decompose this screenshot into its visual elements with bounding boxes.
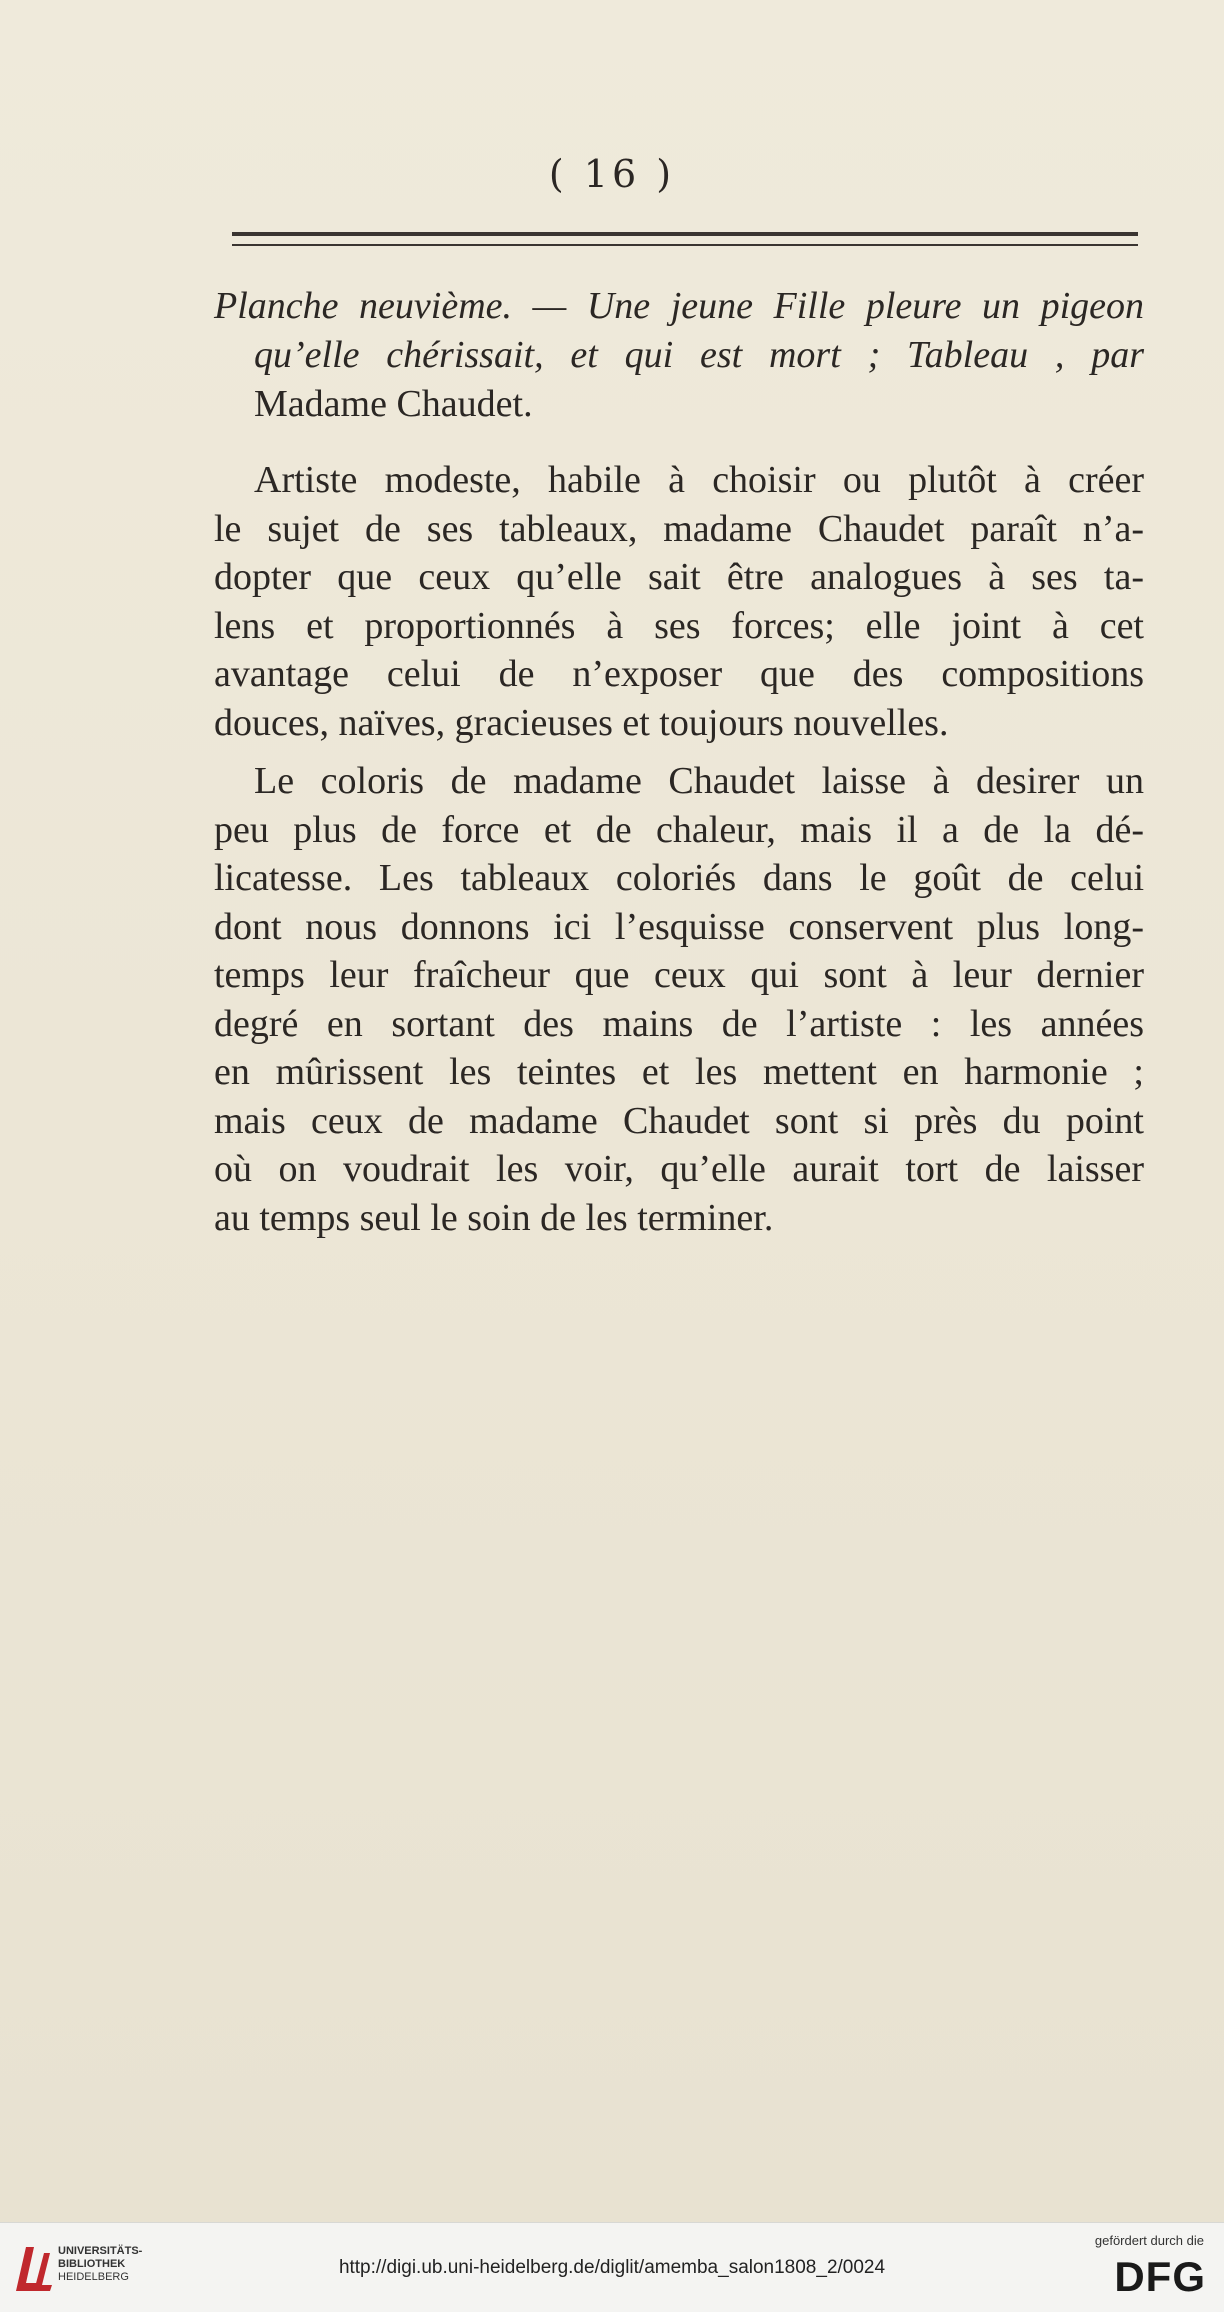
library-line-3: HEIDELBERG	[58, 2271, 129, 2283]
entry-line-1: Planche neuvième. — Une jeune Fille pleure un pigeon	[214, 285, 1144, 327]
paragraph-line: Artiste modeste, habile à choisir ou plutôt à créer	[254, 459, 1144, 501]
paragraph-line: lens et proportionnés à ses forces; elle joint à cet	[214, 604, 1144, 647]
body-text	[214, 456, 1144, 1252]
paragraph-2	[214, 757, 1144, 1242]
paragraph-line: Le coloris de madame Chaudet laisse à desirer un	[254, 760, 1144, 802]
paragraph-line: dopter que ceux qu’elle sait être analogues à ses ta-	[214, 556, 1144, 598]
paragraph-line: le sujet de ses tableaux, madame Chaudet paraît n’a-	[214, 507, 1144, 550]
paragraph-line: licatesse. Les tableaux coloriés dans le goût de celui	[214, 857, 1144, 899]
paragraph-line: au temps seul le soin de les terminer.	[214, 1196, 774, 1239]
paragraph-line: en mûrissent les teintes et les mettent en harmonie ;	[214, 1051, 1144, 1093]
paragraph-line: peu plus de force et de chaleur, mais il a de la dé-	[214, 808, 1144, 851]
paragraph-line: temps leur fraîcheur que ceux qui sont à leur dernier	[214, 954, 1144, 996]
paragraph-line: mais ceux de madame Chaudet sont si près du point	[214, 1099, 1144, 1142]
paragraph-1	[214, 456, 1144, 747]
header-rule-thin	[232, 244, 1138, 246]
paragraph-line: dont nous donnons ici l’esquisse conservent plus long-	[214, 905, 1144, 948]
entry-line-3: Madame Chaudet.	[254, 383, 533, 425]
viewer-footer	[0, 2222, 1224, 2312]
plate-entry	[214, 282, 1144, 429]
entry-line-2: qu’elle chérissait, et qui est mort ; Tableau , par	[254, 334, 1144, 376]
paragraph-line: degré en sortant des mains de l’artiste : les années	[214, 1002, 1144, 1045]
dfg-logo: DFG	[1114, 2253, 1206, 2300]
header-rule-thick	[232, 232, 1138, 236]
funded-by-label: gefördert durch die	[1094, 2233, 1204, 2248]
library-line-2: BIBLIOTHEK	[58, 2258, 126, 2270]
library-line-1: UNIVERSITÄTS-	[58, 2245, 143, 2257]
paragraph-line: douces, naïves, gracieuses et toujours nouvelles.	[214, 701, 949, 744]
page-number: ( 16 )	[548, 152, 676, 196]
paragraph-line: avantage celui de n’exposer que des compositions	[214, 653, 1144, 695]
permalink-url[interactable]: http://digi.ub.uni-heidelberg.de/diglit/amemba_salon1808_2/0024	[338, 2257, 886, 2278]
paragraph-line: où on voudrait les voir, qu’elle aurait tort de laisser	[214, 1148, 1144, 1190]
